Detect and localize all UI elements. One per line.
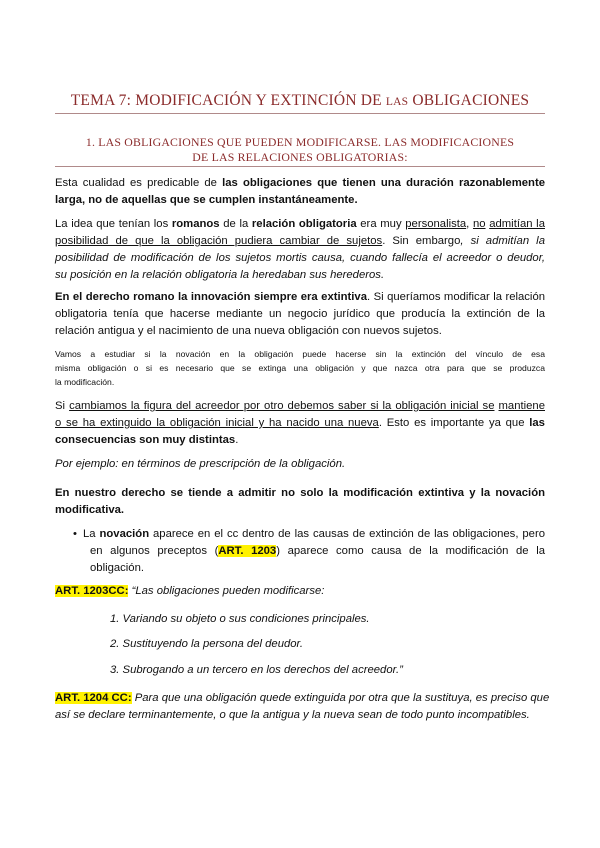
paragraph-6 xyxy=(55,456,545,473)
p7-text: modificativa. xyxy=(55,504,125,516)
title-main: TEMA 7: MODIFICACIÓN Y EXTINCIÓN DE xyxy=(70,92,386,109)
section-heading-line-1: 1. LAS OBLIGACIONES QUE PUEDEN MODIFICARSE. LAS MODIFICACIONES xyxy=(85,135,515,149)
p2-text: . Sin embargo xyxy=(382,235,461,247)
article-1204 xyxy=(55,690,550,724)
list-item: 2. Sustituyendo la persona del deudor. xyxy=(110,638,304,650)
p2-text: era muy xyxy=(356,218,406,230)
paragraph-2 xyxy=(55,216,545,284)
art-1203-highlight: ART. 1203 xyxy=(218,545,277,557)
p2-text: posibilidad de que la obligación pudiera cambiar de sujetos xyxy=(55,235,383,247)
p5-text: las xyxy=(529,417,545,429)
bullet-text: obligación. xyxy=(90,562,145,574)
p5-text: mantiene xyxy=(498,400,545,412)
art-1203-text: “Las obligaciones pueden modificarse: xyxy=(128,585,325,597)
bullet-text: en algunos preceptos ( xyxy=(90,545,219,557)
p4-text: misma obligación o si es necesario que se extinga una obligación y que nazca otra para que se produzca xyxy=(55,363,545,373)
p5-text: . xyxy=(235,434,239,446)
page-title xyxy=(55,92,545,110)
section-heading-line-2: DE LAS RELACIONES OBLIGATORIAS: xyxy=(192,150,408,164)
p3-text: En el derecho romano la innovación siempre era extintiva xyxy=(55,291,368,303)
bullet-text: aparece en el cc dentro de las causas de extinción de las obligaciones, pero xyxy=(149,528,545,540)
p2-text: no xyxy=(472,218,486,230)
bullet-text: La xyxy=(83,528,100,540)
p4-text: la modificación. xyxy=(55,377,115,387)
p2-text: admitían la xyxy=(489,218,545,230)
bullet-text: novación xyxy=(99,528,150,540)
p3-text: relación antigua y el nacimiento de una nueva obligación con nuevos sujetos. xyxy=(55,325,442,337)
title-small-caps: LAS xyxy=(385,96,409,108)
art-1204-label: ART. 1204 CC: xyxy=(55,692,132,704)
p2-text: romanos xyxy=(171,218,220,230)
p2-text: su posición en la relación obligatoria la heredaban sus herederos. xyxy=(55,269,385,281)
title-rule xyxy=(55,113,545,114)
p3-text: . Si queríamos modificar la relación xyxy=(367,291,546,303)
p5-text: o se ha extinguido la obligación inicial y ha nacido una nueva xyxy=(55,417,379,429)
list-item: 3. Subrogando a un tercero en los derechos del acreedor.” xyxy=(110,664,403,676)
article-1203 xyxy=(55,583,545,600)
art-1204-text: Para que una obligación quede extinguida por otra que la sustituya, es preciso que xyxy=(131,692,550,704)
p1-text-a: Esta cualidad es predicable de xyxy=(55,177,223,189)
p3-text: obligatoria tenía que hacerse mediante un negocio jurídico que producía la extinción de la xyxy=(55,308,545,320)
list-item: 1. Variando su objeto o sus condiciones principales. xyxy=(110,613,370,625)
p2-text: La idea que tenían los xyxy=(55,218,172,230)
p2-text: personalista xyxy=(405,218,467,230)
p2-text: de la xyxy=(219,218,252,230)
bullet-text: ) aparece como causa de la modificación de la xyxy=(276,545,545,557)
p7-text: En nuestro derecho se tiende a admitir no solo la modificación extintiva y la novación xyxy=(55,487,545,499)
p2-text: , xyxy=(466,218,473,230)
p1-text-c: larga, no de aquellas que se cumplen instantáneamente. xyxy=(55,194,358,206)
paragraph-4 xyxy=(55,347,545,389)
p6-text: Por ejemplo: en términos de prescripción de la obligación. xyxy=(55,458,346,470)
section-rule xyxy=(55,166,545,167)
art-1203-label: ART. 1203CC: xyxy=(55,585,129,597)
p5-text: consecuencias son muy distintas xyxy=(55,434,236,446)
paragraph-7 xyxy=(55,485,545,519)
p4-text: Vamos a estudiar si la novación en la obligación puede hacerse sin la extinción del vínculo de esa xyxy=(55,349,545,359)
paragraph-5 xyxy=(55,398,545,449)
p5-text: . Esto es importante ya que xyxy=(378,417,530,429)
p2-text: posibilidad de modificación de los sujetos mortis causa, cuando fallecía el acreedor o deudor, xyxy=(55,252,545,264)
paragraph-3 xyxy=(55,289,545,340)
art-1204-text: así se declare terminantemente, o que la antigua y la nueva sean de todo punto incompatibles. xyxy=(55,709,530,721)
p2-text: relación obligatoria xyxy=(251,218,357,230)
section-heading xyxy=(55,135,545,165)
p5-text: cambiamos la figura del acreedor por otro debemos saber si la obligación inicial se xyxy=(69,400,495,412)
p5-text: Si xyxy=(55,400,70,412)
p1-text-b: las obligaciones que tienen una duración razonablemente xyxy=(222,177,545,189)
bullet-mark: • xyxy=(73,528,77,540)
paragraph-1 xyxy=(55,175,545,209)
p2-text: , si admitían la xyxy=(460,235,545,247)
title-tail: OBLIGACIONES xyxy=(408,92,530,109)
